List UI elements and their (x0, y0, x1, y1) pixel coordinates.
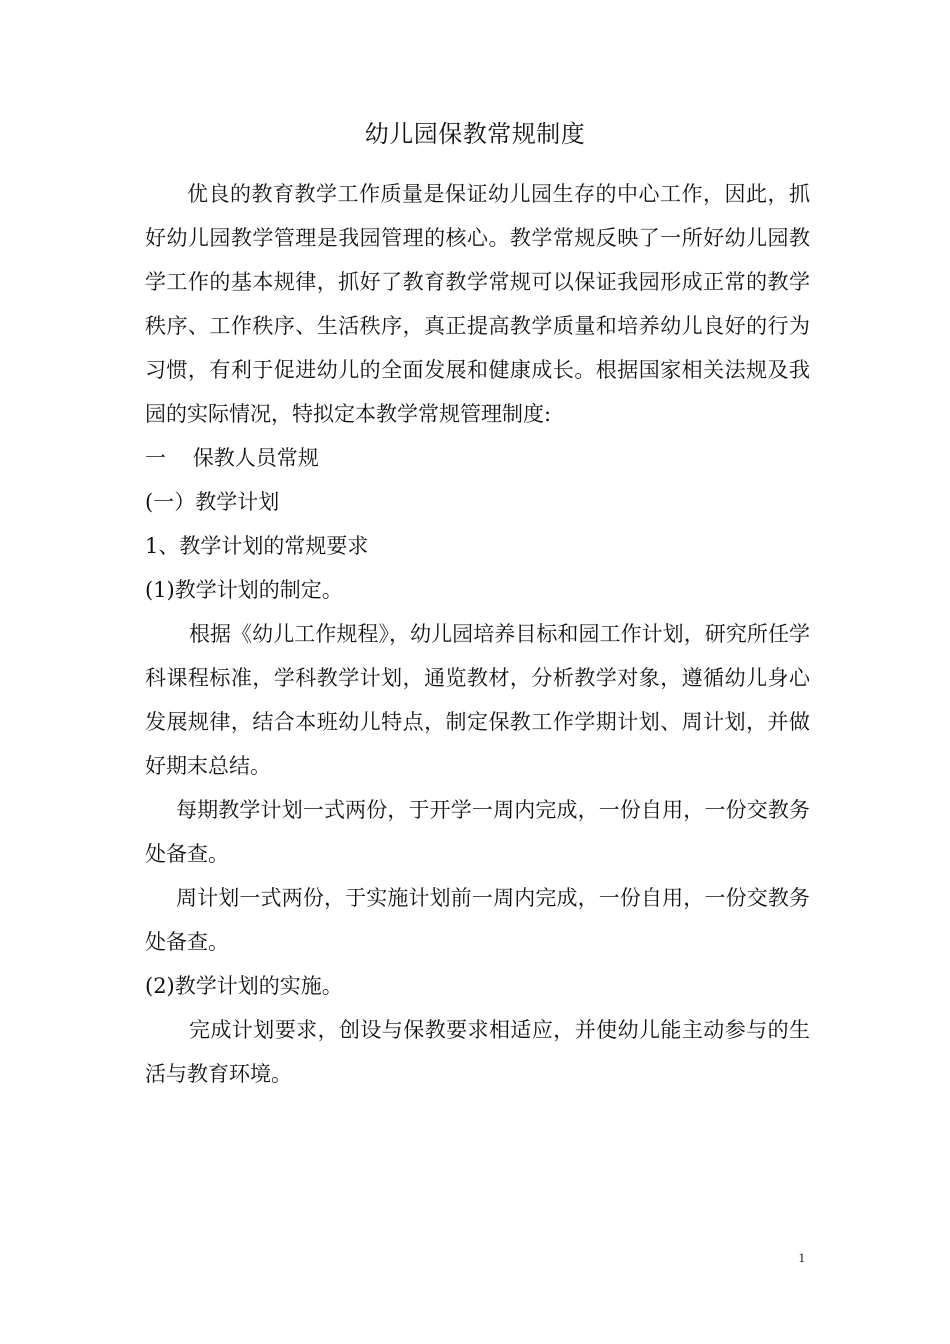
implementation-paragraph: 完成计划要求，创设与保教要求相适应，并使幼儿能主动参与的生活与教育环境。 (145, 1018, 810, 1086)
item-heading: 1、教学计划的常规要求 (145, 534, 369, 558)
section-heading: 一 保教人员常规 (145, 446, 319, 470)
term-plan-paragraph: 每期教学计划一式两份，于开学一周内完成，一份自用，一份交教务处备查。 (145, 798, 810, 866)
page-number: 1 (798, 1250, 805, 1265)
document-title: 幼儿园保教常规制度 (364, 120, 586, 148)
document-body (145, 172, 810, 1096)
implementation-heading: (2)教学计划的实施。 (145, 974, 343, 998)
weekly-plan-paragraph: 周计划一式两份，于实施计划前一周内完成，一份自用，一份交教务处备查。 (145, 886, 810, 954)
intro-paragraph: 优良的教育教学工作质量是保证幼儿园生存的中心工作，因此，抓好幼儿园教学管理是我园管理的核心。教学常规反映了一所好幼儿园教学工作的基本规律，抓好了教育教学常规可以保证我园形成正常的教学秩序、工作秩序、生活秩序，真正提高教学质量和培养幼儿良好的行为习惯，有利于促进幼儿的全面发展和健康成长。根据国家相关法规及我园的实际情况，特拟定本教学常规管理制度: (145, 182, 810, 426)
subitem-heading: (1)教学计划的制定。 (145, 578, 343, 602)
subsection-heading: (一）教学计划 (145, 490, 280, 514)
plan-paragraph: 根据《幼儿工作规程》，幼儿园培养目标和园工作计划，研究所任学科课程标准，学科教学计划，通览教材，分析教学对象，遵循幼儿身心发展规律，结合本班幼儿特点，制定保教工作学期计划、周计划，并做好期末总结。 (145, 622, 810, 778)
